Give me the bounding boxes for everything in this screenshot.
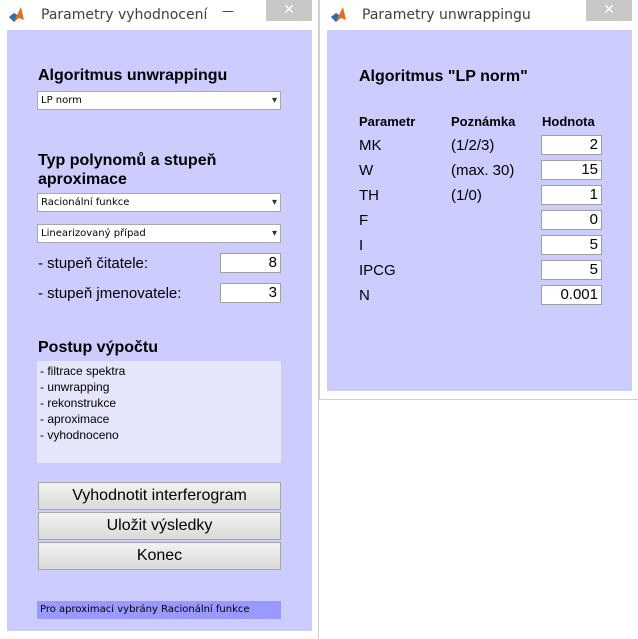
end-button[interactable]: Konec — [38, 542, 281, 570]
list-item: - filtrace spektra — [40, 364, 126, 378]
param-name: TH — [359, 187, 379, 204]
param-note: (1/2/3) — [451, 137, 495, 154]
steps-heading: Postup výpočtu — [38, 339, 159, 356]
param-name: I — [359, 237, 364, 254]
close-icon: ✕ — [283, 2, 295, 18]
title-bar[interactable] — [320, 0, 638, 30]
algorithm-select[interactable] — [37, 91, 281, 110]
param-value-input[interactable]: 5 — [541, 235, 602, 255]
algorithm-heading: Algoritmus "LP norm" — [359, 68, 528, 85]
param-value-input[interactable]: 0.001 — [541, 285, 602, 305]
save-results-button[interactable]: Uložit výsledky — [38, 512, 281, 540]
denominator-degree-label: - stupeň jmenovatele: — [38, 285, 182, 302]
minimize-button[interactable] — [218, 3, 238, 21]
numerator-degree-label: - stupeň čitatele: — [38, 255, 149, 272]
chevron-down-icon: ▾ — [271, 228, 277, 239]
list-item: - aproximace — [40, 412, 110, 426]
status-bar: Pro aproximaci vybrány Racionální funkce — [37, 601, 281, 619]
minimize-icon: — — [222, 4, 234, 18]
close-icon: ✕ — [603, 2, 615, 18]
unwrapping-parameters-window — [319, 0, 638, 400]
evaluate-interferogram-button[interactable]: Vyhodnotit interferogram — [38, 482, 281, 510]
title-bar[interactable] — [0, 0, 318, 30]
column-header-param: Parametr — [359, 114, 416, 129]
column-header-note: Poznámka — [451, 114, 516, 129]
param-name: N — [359, 287, 370, 304]
list-item: - unwrapping — [40, 380, 110, 394]
param-note: (1/0) — [451, 187, 482, 204]
matlab-icon — [330, 6, 347, 23]
case-select[interactable] — [37, 224, 281, 243]
polynomial-type-select-value: Racionální funkce — [41, 197, 130, 208]
param-name: IPCG — [359, 262, 396, 279]
list-item: - vyhodnoceno — [40, 428, 119, 442]
chevron-down-icon: ▾ — [271, 197, 277, 208]
numerator-degree-input[interactable]: 8 — [220, 253, 281, 273]
window-title: Parametry vyhodnocení — [41, 7, 208, 23]
evaluation-panel — [7, 30, 312, 631]
list-item: - rekonstrukce — [40, 396, 117, 410]
denominator-degree-input[interactable]: 3 — [220, 283, 281, 303]
algorithm-select-value: LP norm — [41, 95, 82, 106]
close-button[interactable] — [586, 0, 632, 21]
close-button[interactable] — [266, 0, 312, 21]
param-name: F — [359, 212, 369, 229]
algorithm-heading: Algoritmus unwrappingu — [38, 67, 228, 84]
param-value-input[interactable]: 0 — [541, 210, 602, 230]
steps-listbox[interactable] — [37, 361, 281, 463]
param-name: MK — [359, 137, 382, 154]
chevron-down-icon: ▾ — [271, 95, 277, 106]
polynomial-heading-line1: Typ polynomů a stupeň — [38, 152, 217, 169]
polynomial-heading-line2: aproximace — [38, 171, 127, 188]
param-value-input[interactable]: 15 — [541, 160, 602, 180]
window-title: Parametry unwrappingu — [362, 7, 531, 23]
param-name: W — [359, 162, 374, 179]
param-value-input[interactable]: 1 — [541, 185, 602, 205]
case-select-value: Linearizovaný případ — [41, 228, 146, 239]
matlab-icon — [8, 6, 25, 23]
param-value-input[interactable]: 5 — [541, 260, 602, 280]
param-note: (max. 30) — [451, 162, 515, 179]
column-header-value: Hodnota — [542, 114, 595, 129]
polynomial-type-select[interactable] — [37, 193, 281, 212]
param-value-input[interactable]: 2 — [541, 135, 602, 155]
